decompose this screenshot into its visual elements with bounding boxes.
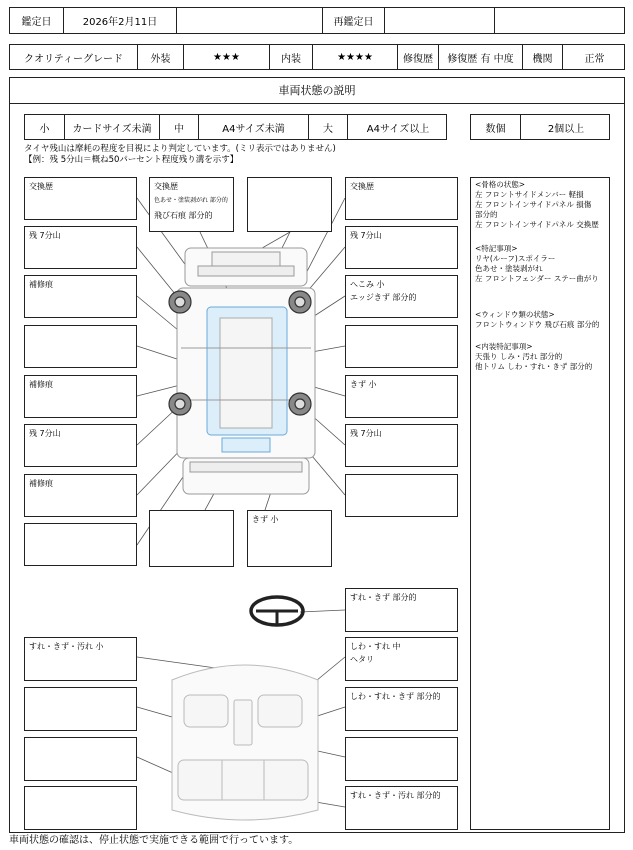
ext-top-center-1-sub2: 飛び石痕 部分的: [154, 211, 213, 220]
interior-rating: ★★★★: [313, 45, 398, 69]
special-notes-title: <特記事項>: [475, 244, 518, 253]
ext-right-2[interactable]: [345, 226, 458, 269]
engine-label: 機関: [523, 45, 563, 69]
repair-history-label: 修復歴: [398, 45, 439, 69]
engine-value: 正常: [584, 53, 605, 65]
car-exterior-outline: [177, 248, 315, 494]
ext-right-3[interactable]: [345, 275, 458, 318]
ext-left-6-text: 残 7分山: [29, 429, 61, 438]
ext-left-7-text: 補修痕: [29, 479, 53, 488]
frame-line-4: 左 フロントインサイドパネル 交換歴: [475, 220, 599, 229]
int-right-2-text: しわ・すれ 中: [350, 642, 401, 651]
ext-top-center-1-sub: 色あせ・塗装剥がれ 部分的: [154, 197, 228, 204]
int-left-3[interactable]: [24, 737, 137, 781]
frame-line-1: 左 フロントサイドメンバー 軽損: [475, 190, 584, 199]
int-right-4[interactable]: [345, 737, 458, 781]
int-right-3[interactable]: [345, 687, 458, 731]
interior-line-2: 他トリム しわ・すれ・きず 部分的: [475, 362, 593, 371]
ext-right-3-sub: エッジきず 部分的: [350, 293, 417, 302]
legend-count-desc: 2個以上: [547, 123, 585, 135]
int-right-2[interactable]: [345, 637, 458, 681]
ext-left-3[interactable]: [24, 275, 137, 318]
window-status-title: <ウィンドウ類の状態>: [475, 310, 555, 319]
int-left-4[interactable]: [24, 786, 137, 830]
ext-right-2-text: 残 7分山: [350, 231, 382, 240]
tire-note: タイヤ残山は摩耗の程度を目視により判定しています。(ミリ表示ではありません): [24, 144, 336, 154]
frame-status-title: <骨格の状態>: [475, 180, 526, 189]
section-title: 車両状態の説明: [278, 84, 356, 97]
legend-large-label: 大: [309, 115, 348, 139]
legend-large-desc: A4サイズ以上: [366, 123, 430, 135]
footer-note: 車両状態の確認は、停止状態で実施できる範囲で行っています。: [9, 835, 299, 846]
legend-medium-desc: A4サイズ未満: [199, 115, 309, 139]
ext-right-5[interactable]: [345, 375, 458, 418]
legend-small-label: 小: [25, 115, 65, 139]
inspection-date-label: 鑑定日: [10, 8, 64, 33]
special-line-1: リヤ(ルーフ)スポイラー: [475, 254, 556, 263]
reinspection-label: 再鑑定日: [323, 8, 385, 33]
ext-right-7[interactable]: [345, 474, 458, 517]
int-right-3-text: しわ・すれ・きず 部分的: [350, 692, 441, 701]
inspection-date-value: 2026年2月11日: [64, 8, 177, 33]
ext-right-6[interactable]: [345, 424, 458, 467]
int-left-1-text: すれ・きず・汚れ 小: [29, 642, 104, 651]
window-line-1: フロントウィンドウ 飛び石痕 部分的: [475, 320, 600, 329]
ext-right-1[interactable]: [345, 177, 458, 220]
interior-notes-title: <内装特記事項>: [475, 342, 533, 351]
car-interior-outline: [172, 665, 318, 820]
ext-left-5-text: 補修痕: [29, 380, 53, 389]
int-right-2-sub: ヘタリ: [350, 655, 374, 664]
int-right-1[interactable]: [345, 588, 458, 632]
ext-right-5-text: きず 小: [350, 380, 377, 389]
ext-bottom-center-2-text: きず 小: [252, 515, 279, 524]
ext-bottom-center-2[interactable]: [247, 510, 332, 567]
int-left-2[interactable]: [24, 687, 137, 731]
exterior-label: 外装: [138, 45, 184, 69]
tire-note-example: 【例：残 5分山＝概ね50パーセント程度残り溝を示す】: [24, 155, 239, 165]
int-left-1[interactable]: [24, 637, 137, 681]
int-right-5[interactable]: [345, 786, 458, 830]
int-right-1-text: すれ・きず 部分的: [350, 593, 417, 602]
ext-right-3-text: へこみ 小: [350, 280, 385, 289]
ext-right-4[interactable]: [345, 325, 458, 368]
notes-panel: [470, 177, 610, 830]
ext-left-7[interactable]: [24, 474, 137, 517]
ext-right-1-text: 交換歴: [350, 182, 374, 191]
ext-left-8[interactable]: [24, 523, 137, 566]
ext-left-2[interactable]: [24, 226, 137, 269]
special-line-3: 左 フロントフェンダー ステー曲がり: [475, 274, 599, 283]
ext-bottom-center-1[interactable]: [149, 510, 234, 567]
interior-label: 内装: [270, 45, 313, 69]
int-right-5-text: すれ・きず・汚れ 部分的: [350, 791, 441, 800]
ext-top-center-1-text: 交換歴: [154, 182, 178, 191]
special-line-2: 色あせ・塗装剥がれ: [475, 264, 543, 273]
ext-left-6[interactable]: [24, 424, 137, 467]
ext-left-3-text: 補修痕: [29, 280, 53, 289]
ext-left-1[interactable]: [24, 177, 137, 220]
legend-count-label: 数個: [471, 115, 521, 139]
quality-grade-label: クオリティーグレード: [10, 45, 138, 69]
legend-medium-label: 中: [160, 115, 199, 139]
steering-wheel-icon: [251, 597, 303, 625]
ext-left-5[interactable]: [24, 375, 137, 418]
frame-line-2: 左 フロントインサイドパネル 損傷: [475, 200, 592, 209]
frame-line-3: 部分的: [475, 210, 498, 219]
ext-left-2-text: 残 7分山: [29, 231, 61, 240]
repair-history-value: 修復歴 有 中度: [439, 45, 523, 69]
ext-top-center-2[interactable]: [247, 177, 332, 232]
interior-line-1: 天張り しみ・汚れ 部分的: [475, 352, 563, 361]
legend-small-desc: カードサイズ未満: [65, 115, 160, 139]
ext-top-center-1[interactable]: [149, 177, 234, 232]
ext-left-4[interactable]: [24, 325, 137, 368]
ext-right-6-text: 残 7分山: [350, 429, 382, 438]
exterior-rating: ★★★: [184, 45, 270, 69]
ext-left-1-text: 交換歴: [29, 182, 53, 191]
